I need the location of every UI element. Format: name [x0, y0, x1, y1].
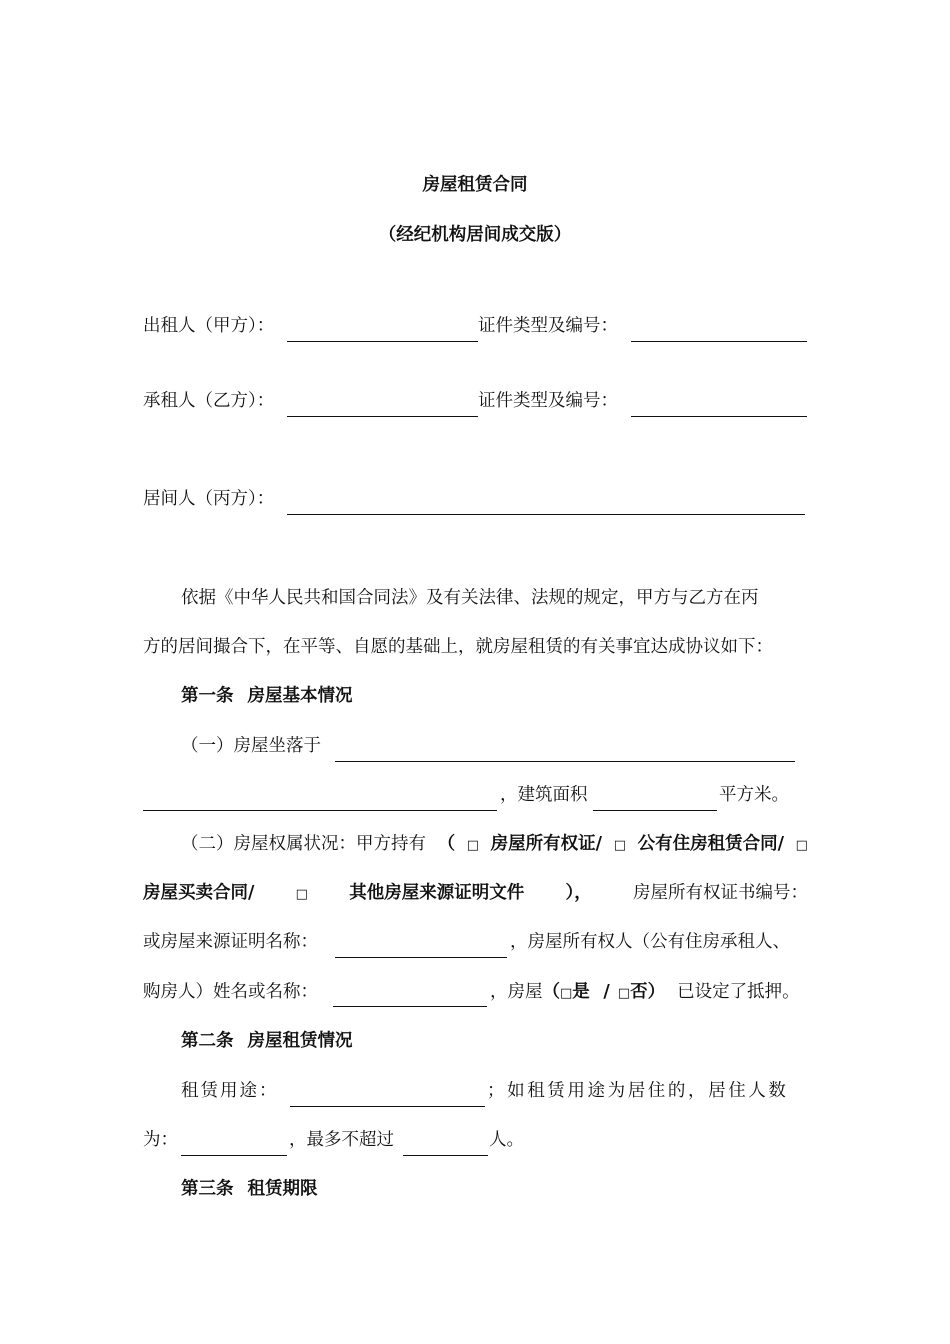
- mortgaged-text: 已设定了抵押。: [677, 982, 800, 1002]
- intro-line-2: [143, 635, 808, 659]
- opt-other-docs: 其他房屋来源证明文件: [349, 883, 525, 903]
- checkbox-cert[interactable]: □: [466, 838, 480, 853]
- opt-purchase-contract: 房屋买卖合同/: [143, 883, 255, 903]
- intro-line-1: [181, 586, 808, 610]
- count-unit: 人。: [489, 1130, 524, 1150]
- max-field[interactable]: [403, 1155, 488, 1156]
- intro-text-1: 依据《中华人民共和国合同法》及有关法律、法规的规定，甲方与乙方在丙: [181, 588, 759, 608]
- area-unit: 平方米。: [719, 785, 789, 805]
- buyer-name-field[interactable]: [333, 1006, 487, 1007]
- mortgage-opt-open: （: [542, 982, 560, 1002]
- opt-no: 否: [630, 982, 648, 1002]
- location-field-1[interactable]: [335, 761, 795, 762]
- checkbox-other[interactable]: □: [295, 887, 308, 902]
- ownership-prefix: （二）房屋权属状况：甲方持有: [181, 834, 426, 854]
- article-2-title: 房屋租赁情况: [247, 1031, 353, 1051]
- checkbox-public-lease[interactable]: □: [613, 838, 626, 853]
- opt-ownership-cert: 房屋所有权证/: [490, 834, 603, 854]
- article-2-heading: [181, 1029, 353, 1053]
- article-1-number: 第一条: [181, 686, 234, 706]
- lessor-label: 出租人（甲方）：: [143, 316, 275, 336]
- lessee-name-field[interactable]: [287, 416, 478, 417]
- ownership-opt-close: ），: [565, 883, 592, 903]
- lessee-label: 承租人（乙方）：: [143, 391, 275, 411]
- lessee-id-field[interactable]: [631, 416, 807, 417]
- ownership-line-2: [143, 881, 808, 907]
- lessor-id-field[interactable]: [631, 341, 807, 342]
- buyer-name-label: 购房人）姓名或名称：: [143, 982, 318, 1002]
- article-3-title: 租赁期限: [247, 1179, 318, 1199]
- owner-label: ，房屋所有权人（公有住房承租人、: [510, 932, 790, 952]
- lessee-id-label: 证件类型及编号：: [478, 391, 618, 411]
- document-title: 房屋租赁合同: [422, 175, 528, 195]
- opt-public-lease: 公有住房租赁合同/: [637, 834, 785, 854]
- mortgage-line: ，房屋（□是 / □否） 已设定了抵押。: [490, 982, 800, 1002]
- count-field[interactable]: [181, 1155, 287, 1156]
- article-1-heading: [181, 684, 353, 708]
- use-tail: ；如租赁用途为居住的，居住人数: [487, 1081, 789, 1101]
- source-name-label: 或房屋来源证明名称：: [143, 932, 318, 952]
- house-label: ，房屋: [490, 982, 543, 1002]
- broker-label: 居间人（丙方）：: [143, 489, 275, 509]
- source-name-field[interactable]: [335, 957, 507, 958]
- area-label: ，建筑面积: [500, 785, 588, 805]
- article-3-number: 第三条: [181, 1179, 234, 1199]
- opt-yes: 是: [572, 982, 590, 1002]
- max-label: ，最多不超过: [289, 1130, 394, 1150]
- cert-number-label: 房屋所有权证书编号：: [632, 883, 808, 903]
- opt-slash: /: [603, 982, 610, 1002]
- area-field[interactable]: [593, 810, 717, 811]
- article-2-number: 第二条: [181, 1031, 234, 1051]
- ownership-line-1: [181, 832, 808, 858]
- count-label: 为：: [143, 1130, 178, 1150]
- location-field-2[interactable]: [143, 810, 497, 811]
- intro-text-2: 方的居间撮合下，在平等、自愿的基础上，就房屋租赁的有关事宜达成协议如下：: [143, 637, 773, 657]
- use-label: 租赁用途：: [181, 1081, 279, 1101]
- checkbox-purchase[interactable]: □: [795, 838, 808, 853]
- document-subtitle: （经纪机构居间成交版）: [378, 225, 572, 245]
- use-field[interactable]: [290, 1106, 485, 1107]
- checkbox-yes[interactable]: □: [560, 986, 573, 1001]
- ownership-opt-open: （: [437, 834, 456, 854]
- broker-name-field[interactable]: [287, 514, 805, 515]
- article-1-title: 房屋基本情况: [247, 686, 353, 706]
- article-3-heading: [181, 1177, 318, 1201]
- lessor-id-label: 证件类型及编号：: [478, 316, 618, 336]
- checkbox-no[interactable]: □: [617, 986, 631, 1001]
- location-label: （一）房屋坐落于: [181, 736, 321, 756]
- lessor-name-field[interactable]: [287, 341, 478, 342]
